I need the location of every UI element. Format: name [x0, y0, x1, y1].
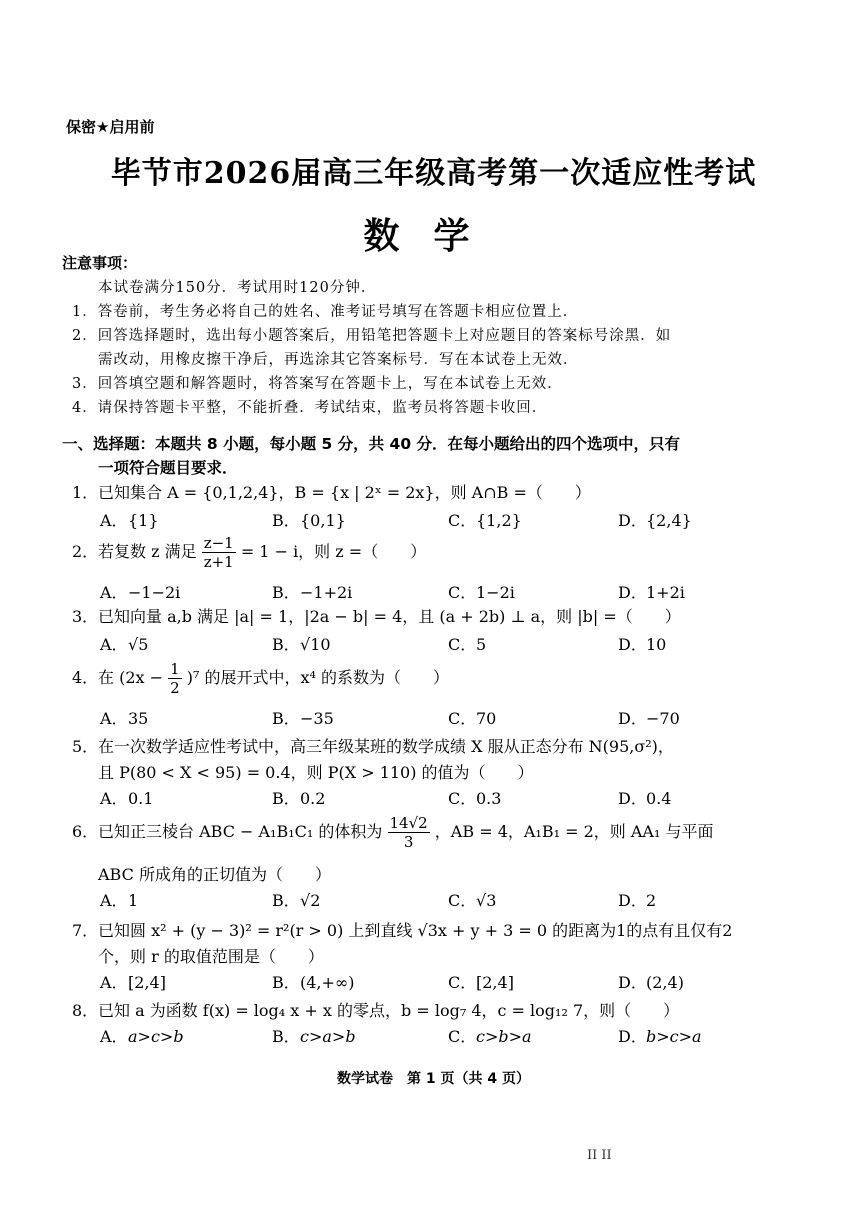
option-c[interactable]: C．√3: [448, 891, 497, 910]
option-a[interactable]: A．1: [100, 891, 139, 910]
question-6: [72, 814, 713, 851]
question-7: [72, 918, 732, 941]
question-text: 在一次数学适应性考试中，高三年级某班的数学成绩 X 服从正态分布 N(95,σ²)，: [98, 737, 674, 756]
option-c[interactable]: C．0.3: [448, 789, 502, 808]
option-c[interactable]: C．{1,2}: [448, 511, 522, 530]
notice-heading: 注意事项：: [62, 254, 138, 272]
question-8: [72, 998, 679, 1021]
section-heading: 一、选择题：本题共 8 小题，每小题 5 分，共 40 分．在每小题给出的四个选项中，只有: [62, 435, 681, 453]
option-a[interactable]: A．a>c>b: [100, 1027, 184, 1046]
question-1: [72, 480, 591, 503]
option-c[interactable]: C．[2,4]: [448, 973, 514, 992]
option-d[interactable]: D．1+2i: [618, 583, 685, 602]
option-a[interactable]: A．√5: [100, 635, 149, 654]
option-b[interactable]: B．0.2: [272, 789, 326, 808]
notice-item: 3．回答填空题和解答题时，将答案写在答题卡上，写在本试卷上无效．: [72, 376, 563, 392]
option-c[interactable]: C．c>b>a: [448, 1027, 532, 1046]
question-text: )⁷ 的展开式中，x⁴ 的系数为（ ）: [186, 668, 450, 687]
question-number: 7．: [72, 921, 99, 940]
question-2: [72, 534, 426, 571]
question-text: 已知向量 a,b 满足 |a| = 1，|2a − b| = 4，且 (a + 2b) ⊥ a，则 |b| =（ ）: [98, 607, 681, 626]
option-b[interactable]: B．−1+2i: [272, 583, 353, 602]
notice-item: 4．请保持答题卡平整，不能折叠．考试结束，监考员将答题卡收回．: [72, 400, 548, 416]
page-footer: 数学试卷 第 1 页（共 4 页）: [337, 1071, 530, 1087]
option-b[interactable]: B．√2: [272, 891, 321, 910]
option-d[interactable]: D．{2,4}: [618, 511, 692, 530]
option-a[interactable]: A．−1−2i: [100, 583, 181, 602]
fraction: $\frac{14√2}{3}$: [389, 814, 428, 851]
option-c[interactable]: C．5: [448, 635, 487, 654]
notice-intro: 本试卷满分150分．考试用时120分钟．: [98, 280, 377, 296]
option-b[interactable]: B．−35: [272, 709, 334, 728]
section-heading-cont: 一项符合题目要求．: [98, 459, 238, 477]
question-text: 已知正三棱台 ABC − A₁B₁C₁ 的体积为: [98, 822, 383, 841]
option-a[interactable]: A．0.1: [100, 789, 154, 808]
question-5-cont: 且 P(80 < X < 95) = 0.4，则 P(X > 110) 的值为（ ）: [98, 763, 534, 782]
option-c[interactable]: C．70: [448, 709, 497, 728]
exam-title: 毕节市2026届高三年级高考第一次适应性考试: [110, 156, 757, 191]
question-text: 已知圆 x² + (y − 3)² = r²(r > 0) 上到直线 √3x + y + 3 = 0 的距离为1的点有且仅有2: [98, 921, 733, 940]
question-7-cont: 个，则 r 的取值范围是（ ）: [98, 947, 324, 966]
notice-item: 需改动，用橡皮擦干净后，再选涂其它答案标号．写在本试卷上无效．: [98, 352, 579, 368]
question-number: 8．: [72, 1001, 99, 1020]
question-number: 2．: [72, 542, 99, 561]
question-number: 6．: [72, 822, 99, 841]
option-d[interactable]: D．2: [618, 891, 657, 910]
question-5: [72, 734, 674, 757]
question-6-cont: ABC 所成角的正切值为（ ）: [98, 865, 331, 884]
question-text: 已知 a 为函数 f(x) = log₄ x + x 的零点，b = log₇ 4，c = log₁₂ 7，则（ ）: [98, 1001, 680, 1020]
option-b[interactable]: B．{0,1}: [272, 511, 346, 530]
question-text: 在 (2x −: [98, 668, 164, 687]
option-b[interactable]: B．c>a>b: [272, 1027, 356, 1046]
notice-item: 1．答卷前，考生务必将自己的姓名、准考证号填写在答题卡相应位置上．: [72, 304, 579, 320]
question-text: 已知集合 A = {0,1,2,4}，B = {x | 2ˣ = 2x}，则 A∩B =（ ）: [98, 483, 591, 502]
option-d[interactable]: D．b>c>a: [618, 1027, 702, 1046]
question-text: 若复数 z 满足: [98, 542, 197, 561]
option-b[interactable]: B．(4,+∞): [272, 973, 355, 992]
notice-item: 2．回答选择题时，选出每小题答案后，用铅笔把答题卡上对应题目的答案标号涂黑．如: [72, 328, 672, 344]
question-number: 3．: [72, 607, 99, 626]
option-d[interactable]: D．−70: [618, 709, 680, 728]
question-text: ，AB = 4，A₁B₁ = 2，则 AA₁ 与平面: [434, 822, 714, 841]
option-c[interactable]: C．1−2i: [448, 583, 515, 602]
option-a[interactable]: A．[2,4]: [100, 973, 166, 992]
fraction: $\frac{z-1}{z+1}$: [203, 534, 234, 571]
question-3: [72, 604, 681, 627]
option-b[interactable]: B．√10: [272, 635, 331, 654]
option-a[interactable]: A．{1}: [100, 511, 159, 530]
option-d[interactable]: D．10: [618, 635, 667, 654]
option-a[interactable]: A．35: [100, 709, 149, 728]
corner-mark: II II: [587, 1148, 612, 1163]
question-number: 1．: [72, 483, 99, 502]
subject-title: 数学: [363, 215, 504, 257]
option-d[interactable]: D．0.4: [618, 789, 672, 808]
question-4: [72, 660, 449, 697]
confidential-label: 保密★启用前: [66, 118, 155, 136]
question-number: 4．: [72, 668, 99, 687]
option-d[interactable]: D．(2,4): [618, 973, 684, 992]
question-number: 5．: [72, 737, 99, 756]
fraction: $\frac{1}{2}$: [170, 660, 180, 697]
question-text: = 1 − i，则 z =（ ）: [240, 542, 427, 561]
